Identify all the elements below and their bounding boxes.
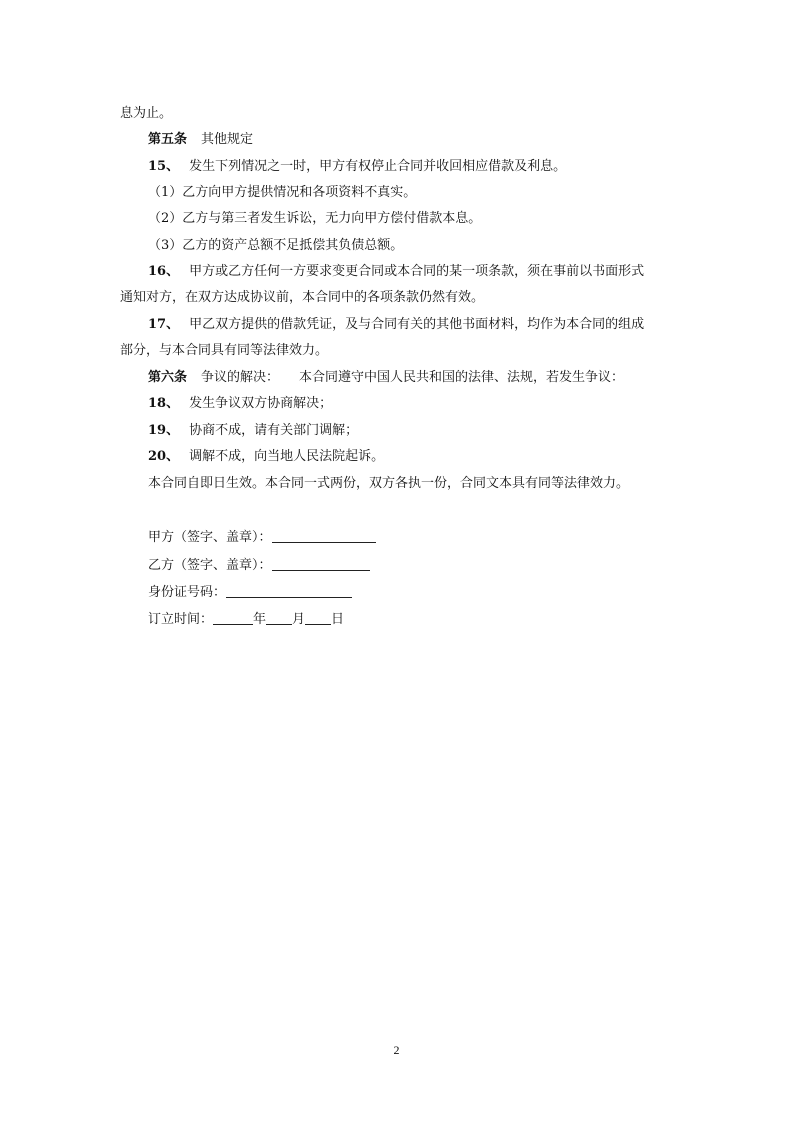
party-a-signature-line[interactable] — [272, 529, 376, 543]
clause-15 — [148, 158, 566, 176]
year-blank[interactable] — [213, 611, 253, 625]
year-label: 年 — [253, 612, 267, 627]
article-6-label: 第六条 — [148, 370, 188, 385]
clause-16-text-line2: 通知对方，在双方达成协议前，本合同中的各项条款仍然有效。 — [120, 290, 485, 305]
clause-20 — [148, 448, 384, 466]
month-blank[interactable] — [266, 611, 292, 625]
clause-17-number: 17、 — [148, 317, 180, 332]
date-label: 订立时间： — [148, 612, 214, 627]
clause-20-text: 调解不成，向当地人民法院起诉。 — [189, 449, 385, 464]
clause-18-number: 18、 — [148, 396, 180, 411]
clause-17-text-line2: 部分，与本合同具有同等法律效力。 — [120, 343, 329, 358]
clause-17 — [148, 316, 644, 334]
clause-15-number: 15、 — [148, 159, 180, 174]
day-blank[interactable] — [305, 611, 331, 625]
article-5-label: 第五条 — [148, 132, 188, 147]
clause-16-text-line1: 甲方或乙方任何一方要求变更合同或本合同的某一项条款，须在事前以书面形式 — [189, 264, 645, 279]
signature-party-a — [148, 529, 376, 547]
clause-15-text: 发生下列情况之一时，甲方有权停止合同并收回相应借款及利息。 — [189, 159, 567, 174]
clause-18 — [148, 395, 332, 413]
id-number-label: 身份证号码： — [148, 585, 227, 600]
clause-16-number: 16、 — [148, 264, 180, 279]
party-b-label: 乙方（签字、盖章）： — [148, 558, 272, 573]
paragraph-continuation: 息为止。 — [120, 106, 173, 121]
month-label: 月 — [292, 612, 306, 627]
clause-15-item-3: （3）乙方的资产总额不足抵偿其负债总额。 — [148, 238, 404, 253]
party-a-label: 甲方（签字、盖章）： — [148, 530, 272, 545]
signing-date-row — [148, 611, 344, 629]
clause-19 — [148, 422, 358, 440]
id-number-line[interactable] — [226, 584, 352, 598]
clause-15-item-1: （1）乙方向甲方提供情况和各项资料不真实。 — [148, 185, 417, 200]
clause-20-number: 20、 — [148, 449, 180, 464]
clause-19-text: 协商不成，请有关部门调解； — [189, 423, 359, 438]
clause-18-text: 发生争议双方协商解决； — [189, 396, 333, 411]
article-5-heading — [148, 131, 253, 149]
clause-19-number: 19、 — [148, 423, 180, 438]
clause-15-item-2: （2）乙方与第三者发生诉讼，无力向甲方偿付借款本息。 — [148, 211, 482, 226]
clause-17-text-line1: 甲乙双方提供的借款凭证，及与合同有关的其他书面材料，均作为本合同的组成 — [189, 317, 645, 332]
article-5-title: 其他规定 — [201, 132, 254, 147]
party-b-signature-line[interactable] — [272, 557, 370, 571]
article-6-text: 本合同遵守中国人民共和国的法律、法规，若发生争议： — [299, 370, 625, 385]
article-6-heading — [148, 369, 624, 387]
effective-clause: 本合同自即日生效。本合同一式两份，双方各执一份，合同文本具有同等法律效力。 — [148, 476, 630, 491]
signature-party-b — [148, 557, 370, 575]
id-number-row — [148, 584, 352, 602]
clause-16 — [148, 263, 644, 281]
article-6-title: 争议的解决： — [201, 370, 280, 385]
day-label: 日 — [331, 612, 345, 627]
page-number: 2 — [393, 1043, 400, 1057]
